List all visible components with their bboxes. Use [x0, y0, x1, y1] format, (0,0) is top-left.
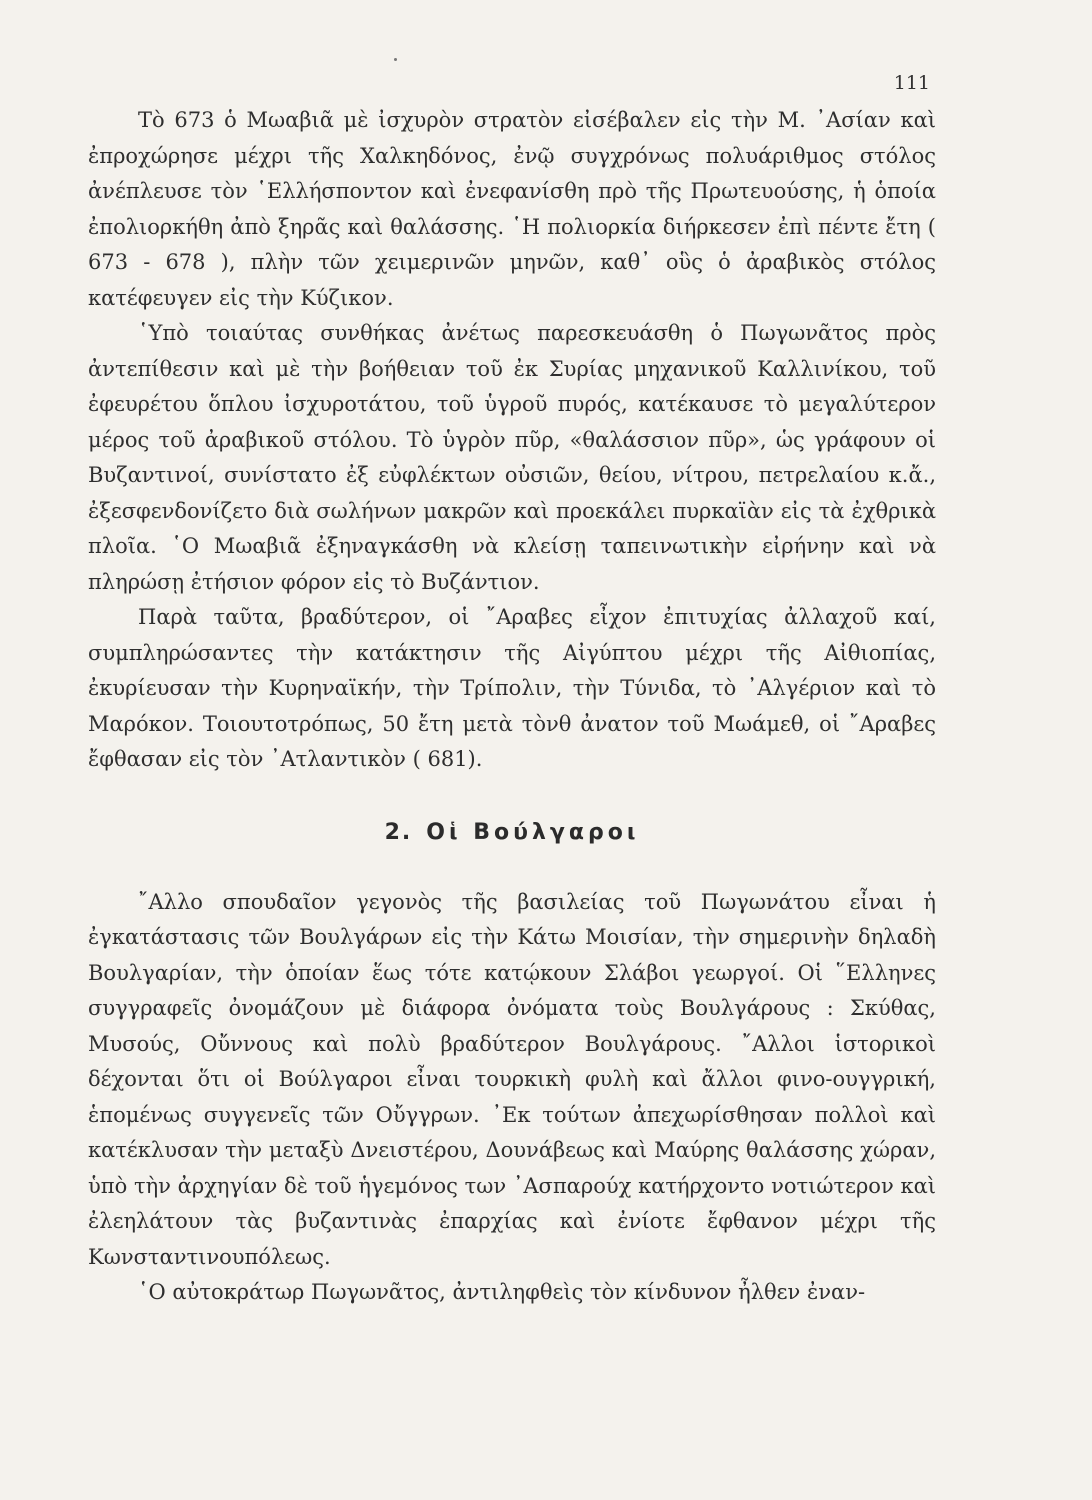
page-body: [88, 103, 936, 1311]
paragraph-greek-fire: ῾Υπὸ τοιαύτας συνθήκας ἀνέτως παρεσκευάσθη ὁ Πωγωνᾶτος πρὸς ἀντεπίθεσιν καὶ μὲ τὴν βοήθειαν τοῦ ἐκ Συρίας μηχανικοῦ Καλλινίκου, τοῦ ἐφευρέτου ὅπλου ἰσχυροτάτου, τοῦ ὑγροῦ πυρός, κατέκαυσε τὸ μεγαλύτερον μέρος τοῦ ἀραβικοῦ στόλου. Τὸ ὑγρὸν πῦρ, «θαλάσσιον πῦρ», ὡς γράφουν οἱ Βυζαντινοί, συνίστατο ἐξ εὐφλέκτων οὐσιῶν, θείου, νίτρου, πετρελαίου κ.ἄ., ἐξεσφενδονίζετο διὰ σωλήνων μακρῶν καὶ προεκάλει πυρκαϊὰν εἰς τὰ ἐχθρικὰ πλοῖα. ῾Ο Μωαβιᾶ ἐξηναγκάσθη νὰ κλείσῃ ταπεινωτικὴν εἰρήνην καὶ νὰ πληρώσῃ ἐτήσιον φόρον εἰς τὸ Βυζάντιον.: [88, 321, 936, 594]
paragraph-arab-conquests: Παρὰ ταῦτα, βραδύτερον, οἱ ῎Αραβες εἶχον ἐπιτυχίας ἀλλαχοῦ καί, συμπληρώσαντες τὴν κατάκτησιν τῆς Αἰγύπτου μέχρι τῆς Αἰθιοπίας, ἐκυρίευσαν τὴν Κυρηναϊκήν, τὴν Τρίπολιν, τὴν Τύνιδα, τὸ ᾿Αλγέριον καὶ τὸ Μαρόκον. Τοιουτοτρόπως, 50 ἔτη μετὰ τὸνθ ἀνατον τοῦ Μωάμεθ, οἱ ῎Αραβες ἔφθασαν εἰς τὸν ᾿Ατλαντικὸν ( 681).: [88, 605, 936, 771]
paragraph-siege-constantinople: Τὸ 673 ὁ Μωαβιᾶ μὲ ἰσχυρὸν στρατὸν εἰσέβαλεν εἰς τὴν Μ. ᾿Ασίαν καὶ ἐπροχώρησε μέχρι τῆς Χαλκηδόνος, ἐνῷ συγχρόνως πολυάριθμος στόλος ἀνέπλευσε τὸν ῾Ελλήσποντον καὶ ἐνεφανίσθη πρὸ τῆς Πρωτευούσης, ἡ ὁποία ἐπολιορκήθη ἀπὸ ξηρᾶς καὶ θαλάσσης. ῾Η πολιορκία διήρκεσεν ἐπὶ πέντε ἔτη ( 673 - 678 ), πλὴν τῶν χειμερινῶν μηνῶν, καθ᾿ οὓς ὁ ἀραβικὸς στόλος κατέφευγεν εἰς τὴν Κύζικον.: [88, 108, 936, 310]
section-number: 2.: [384, 819, 413, 845]
paragraph-bulgarians-settlement: ῎Αλλο σπουδαῖον γεγονὸς τῆς βασιλείας τοῦ Πωγωνάτου εἶναι ἡ ἐγκατάστασις τῶν Βουλγάρων εἰς τὴν Κάτω Μοισίαν, τὴν σημερινὴν δηλαδὴ Βουλγαρίαν, τὴν ὁποίαν ἕως τότε κατῴκουν Σλάβοι γεωργοί. Οἱ ῞Ελληνες συγγραφεῖς ὀνομάζουν μὲ διάφορα ὀνόματα τοὺς Βουλγάρους : Σκύθας, Μυσούς, Οὔννους καὶ πολὺ βραδύτερον Βουλγάρους. ῎Αλλοι ἱστορικοὶ δέχονται ὅτι οἱ Βούλγαροι εἶναι τουρκικὴ φυλὴ καὶ ἄλλοι φινο-ουγγρική, ἑπομένως συγγενεῖς τῶν Οὔγγρων. ᾿Εκ τούτων ἀπεχωρίσθησαν πολλοὶ καὶ κατέκλυσαν τὴν μεταξὺ Δνειστέρου, Δουνάβεως καὶ Μαύρης θαλάσσης χώραν, ὑπὸ τὴν ἀρχηγίαν δὲ τοῦ ἡγεμόνος των ᾿Ασπαρούχ κατήρχοντο νοτιώτερον καὶ ἐλεηλάτουν τὰς βυζαντινὰς ἐπαρχίας καὶ ἐνίοτε ἔφθανον μέχρι τῆς Κωνσταντινουπόλεως.: [88, 889, 936, 1269]
paragraph-pogonatos-response: ῾Ο αὐτοκράτωρ Πωγωνᾶτος, ἀντιληφθεὶς τὸν κίνδυνον ἦλθεν ἐναν-: [138, 1280, 866, 1304]
print-dot-mark: [394, 58, 397, 61]
section-heading: [88, 818, 936, 848]
section-title: Οἱ Βούλγαροι: [426, 819, 640, 845]
page-number: 111: [893, 72, 930, 94]
